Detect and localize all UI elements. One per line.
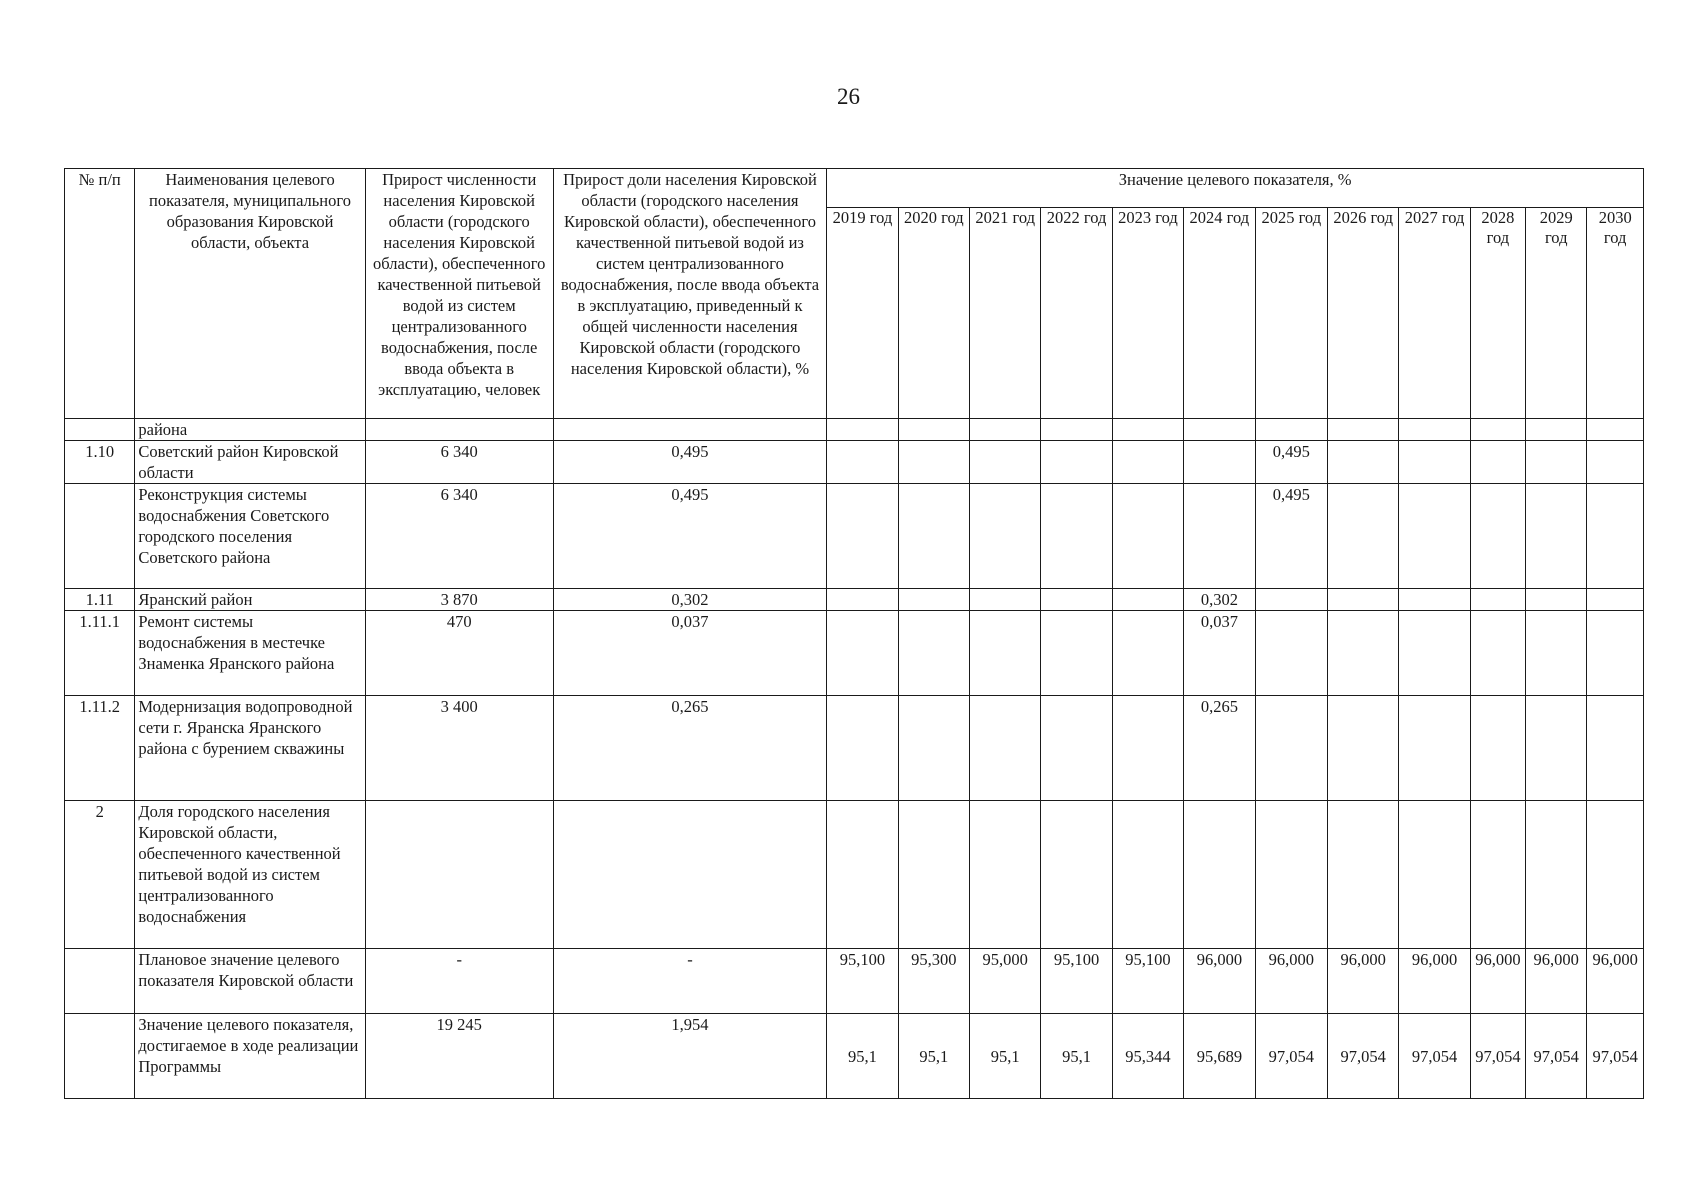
- year-value-cell: [1587, 696, 1644, 801]
- row-number-cell: 1.11: [65, 589, 135, 611]
- year-value-cell: [1327, 419, 1398, 441]
- year-value-cell: [827, 801, 898, 949]
- year-value-cell: 95,1: [898, 1014, 969, 1099]
- header-year: 2020 год: [898, 208, 969, 419]
- year-value-cell: [1399, 801, 1470, 949]
- year-value-cell: [1587, 611, 1644, 696]
- year-value-cell: [1327, 696, 1398, 801]
- year-value-cell: 95,689: [1184, 1014, 1255, 1099]
- year-value-cell: [1041, 589, 1112, 611]
- year-value-cell: [970, 801, 1041, 949]
- year-value-cell: [1399, 696, 1470, 801]
- row-name-cell: района: [135, 419, 365, 441]
- row-number-cell: [65, 419, 135, 441]
- year-value-cell: [898, 589, 969, 611]
- header-growth-people: Прирост численности населения Кировской области (городского населения Кировской области), обеспеченного качественной питьевой водой из систем централизованного водоснабжения, после ввода объекта в эксплуатацию, человек: [365, 169, 553, 419]
- row-name-cell: Модернизация водопроводной сети г. Яранска Яранского района с бурением скважины: [135, 696, 365, 801]
- year-value-cell: [898, 696, 969, 801]
- year-value-cell: 95,1: [970, 1014, 1041, 1099]
- year-value-cell: 96,000: [1399, 949, 1470, 1014]
- year-value-cell: [898, 484, 969, 589]
- row-name-cell: Плановое значение целевого показателя Кировской области: [135, 949, 365, 1014]
- year-value-cell: [827, 611, 898, 696]
- row-people-cell: -: [365, 949, 553, 1014]
- year-value-cell: 97,054: [1255, 1014, 1327, 1099]
- header-year: 2030 год: [1587, 208, 1644, 419]
- year-value-cell: [827, 589, 898, 611]
- row-people-cell: 3 870: [365, 589, 553, 611]
- year-value-cell: [1399, 484, 1470, 589]
- year-value-cell: [1041, 611, 1112, 696]
- year-value-cell: [1184, 441, 1255, 484]
- year-value-cell: [827, 441, 898, 484]
- year-value-cell: [1112, 441, 1183, 484]
- year-value-cell: 0,495: [1255, 441, 1327, 484]
- row-name-cell: Значение целевого показателя, достигаемое в ходе реализации Программы: [135, 1014, 365, 1099]
- table-row: [65, 611, 1644, 696]
- year-value-cell: [1587, 441, 1644, 484]
- year-value-cell: [1587, 484, 1644, 589]
- year-value-cell: 97,054: [1399, 1014, 1470, 1099]
- year-value-cell: 95,100: [827, 949, 898, 1014]
- year-value-cell: [1327, 484, 1398, 589]
- header-year: 2021 год: [970, 208, 1041, 419]
- row-share-cell: 0,265: [553, 696, 827, 801]
- year-value-cell: 96,000: [1587, 949, 1644, 1014]
- year-value-cell: [1526, 484, 1587, 589]
- year-value-cell: 96,000: [1184, 949, 1255, 1014]
- year-value-cell: [1041, 801, 1112, 949]
- row-share-cell: [553, 801, 827, 949]
- page-number: 26: [837, 84, 860, 109]
- year-value-cell: [1526, 589, 1587, 611]
- row-number-cell: 2: [65, 801, 135, 949]
- year-value-cell: [898, 801, 969, 949]
- year-value-cell: [1255, 611, 1327, 696]
- year-value-cell: [1112, 484, 1183, 589]
- year-value-cell: 96,000: [1470, 949, 1525, 1014]
- row-number-cell: [65, 1014, 135, 1099]
- year-value-cell: 97,054: [1526, 1014, 1587, 1099]
- table-body: [65, 419, 1644, 1099]
- year-value-cell: [1327, 441, 1398, 484]
- table-row: [65, 484, 1644, 589]
- year-value-cell: [1041, 696, 1112, 801]
- year-value-cell: [1399, 611, 1470, 696]
- year-value-cell: [898, 611, 969, 696]
- table-row: [65, 419, 1644, 441]
- year-value-cell: [1112, 611, 1183, 696]
- year-value-cell: [1526, 611, 1587, 696]
- header-year: 2027 год: [1399, 208, 1470, 419]
- year-value-cell: 95,300: [898, 949, 969, 1014]
- year-value-cell: [1327, 801, 1398, 949]
- row-share-cell: [553, 419, 827, 441]
- year-value-cell: [1327, 611, 1398, 696]
- year-value-cell: [1470, 589, 1525, 611]
- year-value-cell: [898, 419, 969, 441]
- year-value-cell: [1399, 419, 1470, 441]
- row-people-cell: 19 245: [365, 1014, 553, 1099]
- header-num: № п/п: [65, 169, 135, 419]
- row-share-cell: -: [553, 949, 827, 1014]
- row-name-cell: Доля городского населения Кировской области, обеспеченного качественной питьевой водой из систем централизованного водоснабжения: [135, 801, 365, 949]
- header-year: 2024 год: [1184, 208, 1255, 419]
- row-name-cell: Реконструкция системы водоснабжения Советского городского поселения Советского района: [135, 484, 365, 589]
- year-value-cell: [970, 419, 1041, 441]
- year-value-cell: [970, 611, 1041, 696]
- year-value-cell: 95,100: [1041, 949, 1112, 1014]
- year-value-cell: 95,1: [1041, 1014, 1112, 1099]
- header-name: Наименования целевого показателя, муниципального образования Кировской области, объекта: [135, 169, 365, 419]
- year-value-cell: [1399, 441, 1470, 484]
- row-people-cell: [365, 801, 553, 949]
- row-name-cell: Яранский район: [135, 589, 365, 611]
- year-value-cell: [1112, 696, 1183, 801]
- year-value-cell: [1470, 419, 1525, 441]
- table-row: [65, 801, 1644, 949]
- year-value-cell: 96,000: [1526, 949, 1587, 1014]
- row-name-cell: Ремонт системы водоснабжения в местечке Знаменка Яранского района: [135, 611, 365, 696]
- year-value-cell: [970, 696, 1041, 801]
- row-number-cell: 1.11.2: [65, 696, 135, 801]
- header-year: 2019 год: [827, 208, 898, 419]
- row-number-cell: [65, 949, 135, 1014]
- row-people-cell: 470: [365, 611, 553, 696]
- year-value-cell: 97,054: [1587, 1014, 1644, 1099]
- year-value-cell: [1470, 441, 1525, 484]
- header-year: 2023 год: [1112, 208, 1183, 419]
- year-value-cell: [1112, 801, 1183, 949]
- row-share-cell: 0,037: [553, 611, 827, 696]
- header-year: 2026 год: [1327, 208, 1398, 419]
- year-value-cell: [970, 589, 1041, 611]
- header-year: 2028 год: [1470, 208, 1525, 419]
- year-value-cell: [1470, 484, 1525, 589]
- year-value-cell: [898, 441, 969, 484]
- year-value-cell: [1526, 696, 1587, 801]
- year-value-cell: [1041, 484, 1112, 589]
- year-value-cell: 97,054: [1327, 1014, 1398, 1099]
- year-value-cell: [1255, 419, 1327, 441]
- year-value-cell: 96,000: [1327, 949, 1398, 1014]
- row-share-cell: 0,495: [553, 484, 827, 589]
- header-year: 2025 год: [1255, 208, 1327, 419]
- year-value-cell: [1112, 419, 1183, 441]
- table-row: [65, 1014, 1644, 1099]
- year-value-cell: 0,302: [1184, 589, 1255, 611]
- row-share-cell: 0,302: [553, 589, 827, 611]
- year-value-cell: [1526, 419, 1587, 441]
- row-share-cell: 0,495: [553, 441, 827, 484]
- year-value-cell: 95,000: [970, 949, 1041, 1014]
- year-value-cell: [1526, 801, 1587, 949]
- year-value-cell: [1470, 801, 1525, 949]
- table-row: [65, 696, 1644, 801]
- table-row: [65, 949, 1644, 1014]
- year-value-cell: [1526, 441, 1587, 484]
- header-year: 2029 год: [1526, 208, 1587, 419]
- row-people-cell: [365, 419, 553, 441]
- year-value-cell: [1399, 589, 1470, 611]
- table-row: [65, 589, 1644, 611]
- year-value-cell: [827, 696, 898, 801]
- year-value-cell: [1470, 696, 1525, 801]
- year-value-cell: [827, 484, 898, 589]
- table-row: [65, 441, 1644, 484]
- year-value-cell: [1255, 696, 1327, 801]
- year-value-cell: 95,1: [827, 1014, 898, 1099]
- header-growth-share: Прирост доли населения Кировской области (городского населения Кировской области), обеспеченного качественной питьевой водой из систем централизованного водоснабжения, после ввода объекта в эксплуатацию, приведенный к общей численности населения Кировской области (городского населения Кировской области), %: [553, 169, 827, 419]
- year-value-cell: [1112, 589, 1183, 611]
- year-value-cell: [827, 419, 898, 441]
- year-value-cell: [1184, 419, 1255, 441]
- target-indicators-table: [64, 168, 1644, 1099]
- year-value-cell: [970, 441, 1041, 484]
- year-value-cell: [1327, 589, 1398, 611]
- year-value-cell: [1041, 419, 1112, 441]
- row-people-cell: 6 340: [365, 441, 553, 484]
- year-value-cell: [1255, 589, 1327, 611]
- header-target-group: Значение целевого показателя, %: [827, 169, 1644, 208]
- year-value-cell: 0,037: [1184, 611, 1255, 696]
- year-value-cell: 95,100: [1112, 949, 1183, 1014]
- year-value-cell: [1470, 611, 1525, 696]
- year-value-cell: [1041, 441, 1112, 484]
- row-number-cell: [65, 484, 135, 589]
- year-value-cell: [1184, 801, 1255, 949]
- row-name-cell: Советский район Кировской области: [135, 441, 365, 484]
- year-value-cell: [1587, 589, 1644, 611]
- year-value-cell: [1587, 801, 1644, 949]
- year-value-cell: 97,054: [1470, 1014, 1525, 1099]
- row-number-cell: 1.11.1: [65, 611, 135, 696]
- year-value-cell: [970, 484, 1041, 589]
- year-value-cell: 96,000: [1255, 949, 1327, 1014]
- year-value-cell: 0,495: [1255, 484, 1327, 589]
- header-year: 2022 год: [1041, 208, 1112, 419]
- year-value-cell: 95,344: [1112, 1014, 1183, 1099]
- year-value-cell: 0,265: [1184, 696, 1255, 801]
- row-people-cell: 6 340: [365, 484, 553, 589]
- row-number-cell: 1.10: [65, 441, 135, 484]
- year-value-cell: [1255, 801, 1327, 949]
- year-value-cell: [1184, 484, 1255, 589]
- year-value-cell: [1587, 419, 1644, 441]
- row-people-cell: 3 400: [365, 696, 553, 801]
- row-share-cell: 1,954: [553, 1014, 827, 1099]
